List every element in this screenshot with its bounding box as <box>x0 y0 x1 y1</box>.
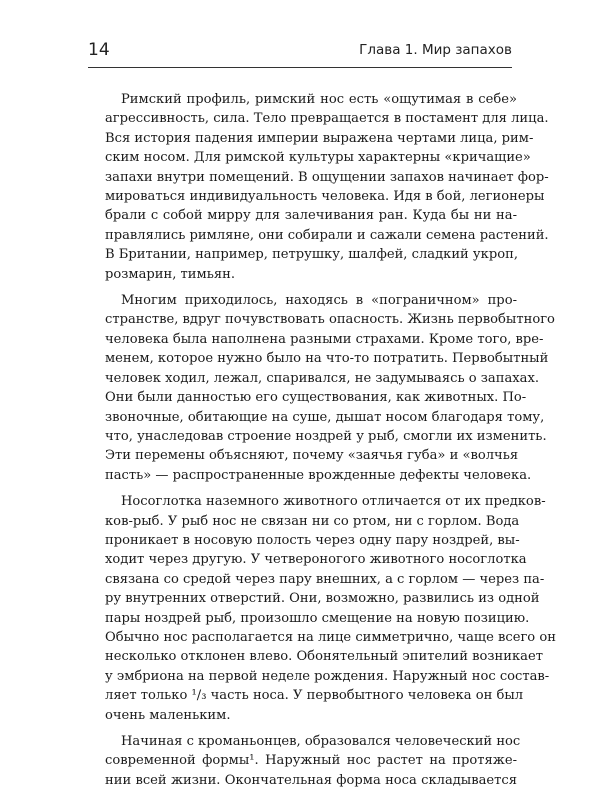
text-line: звоночные, обитающие на суше, дышат носом благодаря тому, <box>105 409 545 425</box>
page-body <box>105 90 556 797</box>
text-line: Обычно нос располагается на лице симметрично, чаще всего он <box>105 629 556 645</box>
text-line: нии всей жизни. Окончательная форма носа складывается <box>105 772 517 788</box>
text-line: Они были данностью его существования, как животных. По- <box>105 390 527 406</box>
text-line: пары ноздрей рыб, произошло смещение на новую позицию. <box>105 610 530 626</box>
text-line: Римский профиль, римский нос есть «ощутимая в себе» <box>121 92 517 107</box>
running-header <box>88 40 512 64</box>
text-line: брали с собой мирру для залечивания ран. Куда бы ни на- <box>105 208 517 224</box>
text-line: у эмбриона на первой неделе рождения. Наружный нос состав- <box>105 668 550 684</box>
text-line: ским носом. Для римской культуры характерны «кричащие» <box>105 150 531 166</box>
text-line: человека была наполнена разными страхами. Кроме того, вре- <box>105 331 544 347</box>
text-line: розмарин, тимьян. <box>105 266 235 282</box>
text-line: странстве, вдруг почувствовать опасность. Жизнь первобытного <box>105 312 555 328</box>
text-line: что, унаследовав строение ноздрей у рыб, смогли их изменить. <box>105 428 547 444</box>
text-line: правлялись римляне, они собирали и сажали семена растений. <box>105 227 549 243</box>
text-line: Начиная с кроманьонцев, образовался человеческий нос <box>121 734 521 749</box>
header-rule <box>88 67 512 68</box>
paragraph <box>105 90 549 284</box>
page-number: 14 <box>88 40 110 60</box>
text-line: агрессивность, сила. Тело превращается в постамент для лица. <box>105 111 549 127</box>
text-line: очень маленьким. <box>105 707 231 723</box>
text-line: менем, которое нужно было на что-то потратить. Первобытный <box>105 351 549 367</box>
text-line: Многим приходилось, находясь в «пограничном» про- <box>121 293 517 309</box>
text-line: современной формы¹. Наружный нос растет на протяже- <box>105 753 517 769</box>
text-line: ляет только ¹/₃ часть носа. У первобытного человека он был <box>105 688 524 704</box>
text-line: несколько отклонен влево. Обонятельный эпителий возникает <box>105 649 543 665</box>
text-line: ходит через другую. У четвероногого животного носоглотка <box>105 552 527 568</box>
text-line: Эти перемены объясняют, почему «заячья губа» и «волчья <box>105 448 519 464</box>
text-line: связана со средой через пару внешних, а с горлом — через па- <box>105 571 545 587</box>
text-line: человек ходил, лежал, спаривался, не задумываясь о запахах. <box>105 370 540 386</box>
text-line: запахи внутри помещений. В ощущении запахов начинает фор- <box>105 169 549 185</box>
text-line: ков-рыб. У рыб нос не связан ни со ртом, ни с горлом. Вода <box>105 513 520 529</box>
paragraph <box>105 492 556 725</box>
paragraph <box>105 732 521 790</box>
text-line: пасть» — распространенные врожденные дефекты человека. <box>105 467 532 483</box>
text-line: ру внутренних отверстий. Они, возможно, развились из одной <box>105 591 540 607</box>
text-line: Вся история падения империи выражена чертами лица, рим- <box>105 130 534 146</box>
paragraph <box>105 291 555 485</box>
text-line: проникает в носовую полость через одну пару ноздрей, вы- <box>105 532 520 548</box>
text-line: мироваться индивидуальность человека. Идя в бой, легионеры <box>105 189 545 205</box>
text-line: В Британии, например, петрушку, шалфей, сладкий укроп, <box>105 247 518 263</box>
chapter-title: Глава 1. Мир запахов <box>359 42 512 58</box>
text-line: Носоглотка наземного животного отличается от их предков- <box>121 494 546 510</box>
